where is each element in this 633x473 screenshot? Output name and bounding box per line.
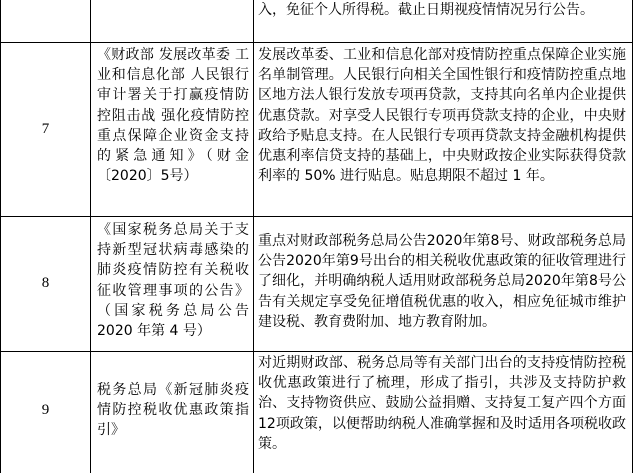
policy-content: 入，免征个人所得税。截止日期视疫情情况另行公告。 [258, 2, 594, 18]
table-row [0, 42, 633, 216]
source-cell [90, 0, 253, 42]
number-cell [0, 42, 90, 216]
source-cell [90, 216, 253, 351]
content-cell [253, 0, 633, 42]
policy-source: 《财政部 发展改革委 工业和信息化部 人民银行 审计署关于打赢疫情防控阻击战 强化疫情防控重点保障企业资金支持的紧急通知》（财金〔2020〕5号） [97, 47, 249, 185]
policy-source: 《国家税务总局关于支持新型冠状病毒感染的肺炎疫情防控有关税收征收管理事项的公告》（国家税务总局公告 2020 年第 4 号） [97, 222, 249, 340]
number-cell [0, 216, 90, 351]
source-cell [90, 351, 253, 473]
table-row [0, 216, 633, 351]
policy-content: 重点对财政部税务总局公告2020年第8号、财政部税务总局公告2020年第9号出台的相关税收优惠政策的征收管理进行了细化，并明确纳税人适用财政部税务总局2020年第8号公告有关规定享受免征增值税优惠的收入，相应免征城市维护建设税、教育费附加、地方教育附加。 [258, 233, 626, 330]
number-cell [0, 351, 90, 473]
table-row [0, 351, 633, 473]
content-cell [253, 216, 633, 351]
row-number: 8 [41, 275, 50, 291]
row-number: 7 [41, 121, 50, 137]
row-number: 9 [41, 402, 50, 418]
policy-content: 对近期财政部、税务总局等有关部门出台的支持疫情防控税收优惠政策进行了梳理，形成了指引，共涉及支持防护救治、支持物资供应、鼓励公益捐赠、支持复工复产四个方面 12项政策，以便帮助纳税人准确掌握和及时适用各项税收政策。 [258, 355, 626, 452]
policy-source: 税务总局《新冠肺炎疫情防控税收优惠政策指引》 [97, 382, 249, 439]
policy-content: 发展改革委、工业和信息化部对疫情防控重点保障企业实施名单制管理。人民银行向相关全国性银行和疫情防控重点地区地方法人银行发放专项再贷款，支持其向名单内企业提供优惠贷款。对享受人民银行专项再贷款支持的企业，中央财政给予贴息支持。在人民银行专项再贷款支持金融机构提供优惠利率信贷支持的基础上，中央财政按企业实际获得贷款利率的 50% 进行贴息。贴息期限不超过 1 年。 [258, 47, 626, 185]
source-cell [90, 42, 253, 216]
number-cell [0, 0, 90, 42]
content-cell [253, 42, 633, 216]
content-cell [253, 351, 633, 473]
table-row [0, 0, 633, 42]
